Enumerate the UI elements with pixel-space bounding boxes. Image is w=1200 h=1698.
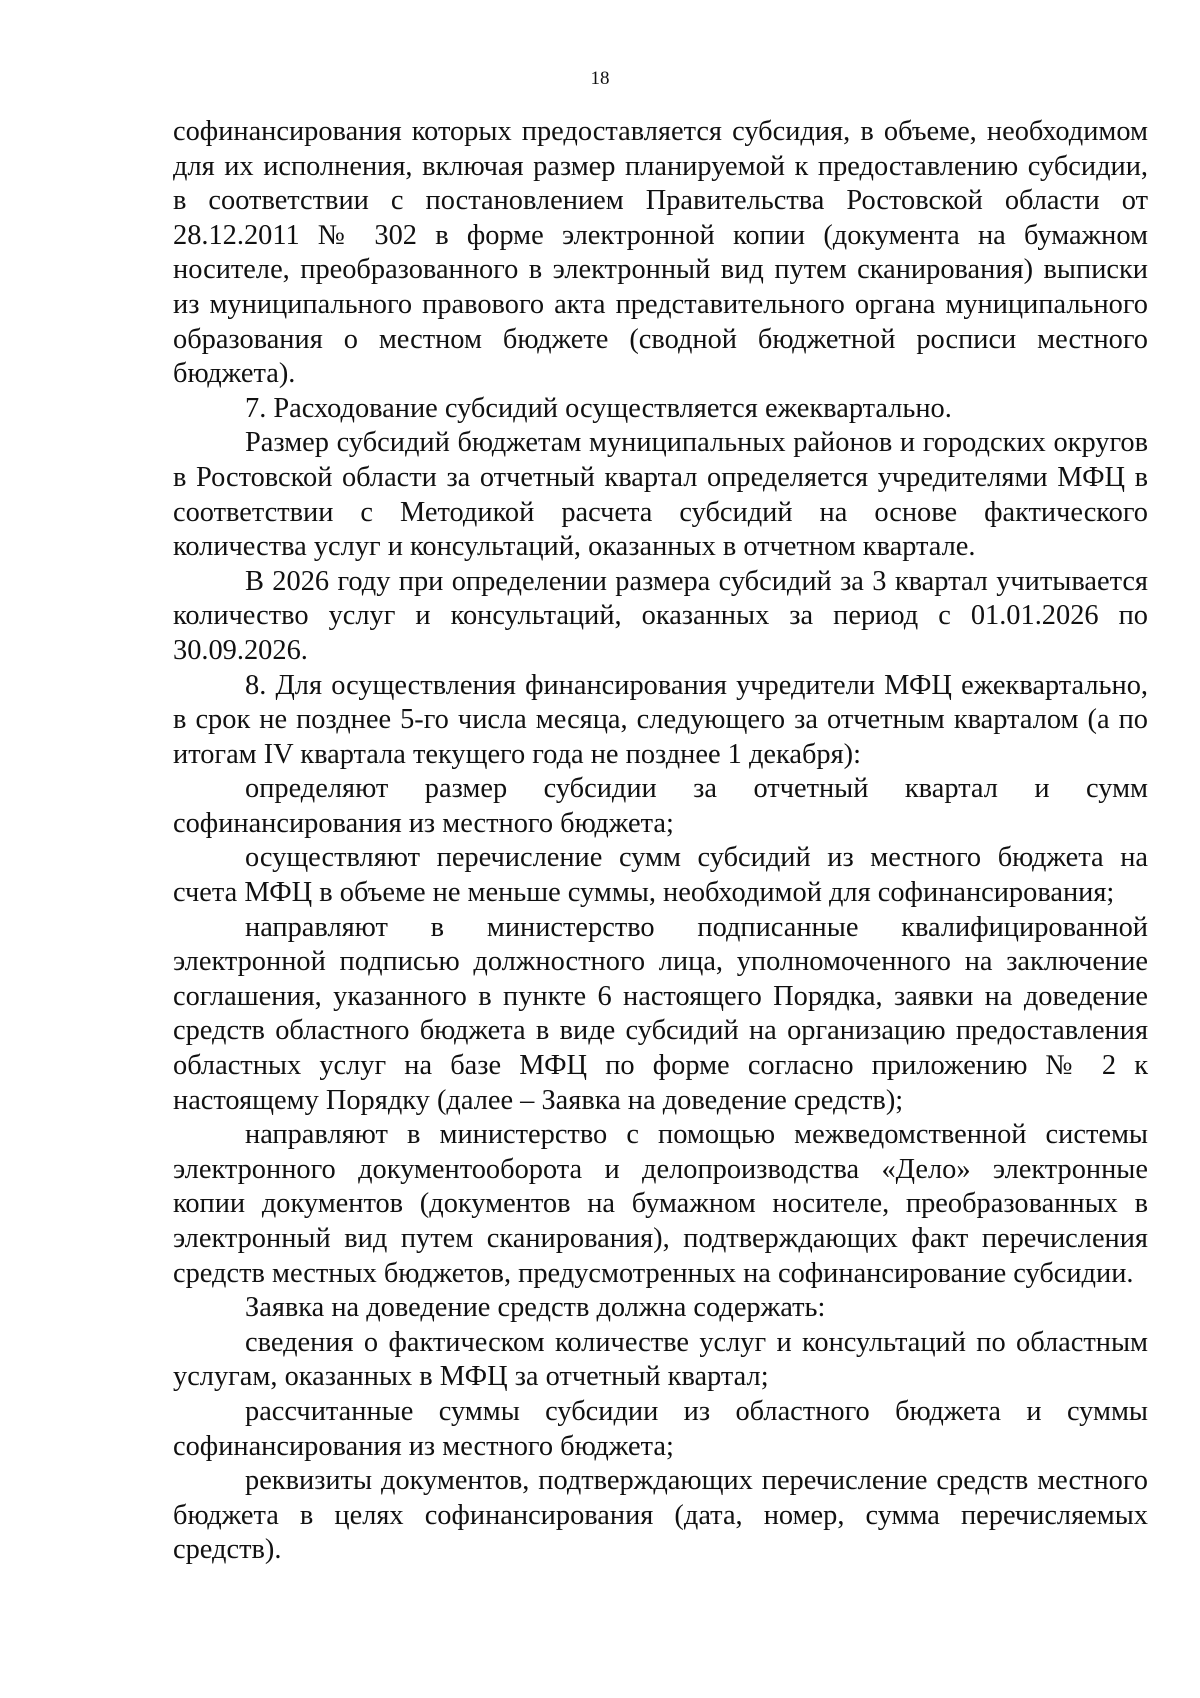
paragraph-year-2026: В 2026 году при определении размера субсидий за 3 квартал учитывается количество услуг и консультаций, оказанных за период с 01.01.2026 по 30.09.2026.: [173, 565, 1148, 666]
paragraph-send-requests: направляют в министерство подписанные квалифицированной электронной подписью должностного лица, уполномоченного на заключение соглашения, указанного в пункте 6 настоящего Порядка, заявки на доведение средств областного бюджета в виде субсидий на организацию предоставления областных услуг на базе МФЦ по форме согласно приложению № 2 к настоящему Порядку (далее – Заявка на доведение средств);: [173, 911, 1148, 1116]
paragraph-continuation: софинансирования которых предоставляется субсидия, в объеме, необходимом для их исполнения, включая размер планируемой к предоставлению субсидии, в соответствии с постановлением Правительства Ростовской области от 28.12.2011 № 302 в форме электронной копии (документа на бумажном носителе, преобразованного в электронный вид путем сканирования) выписки из муниципального правового акта представительного органа муниципального образования о местном бюджете (сводной бюджетной росписи местного бюджета).: [173, 116, 1148, 390]
paragraph-item-8: 8. Для осуществления финансирования учредители МФЦ ежеквартально, в срок не позднее 5-го числа месяца, следующего за отчетным кварталом (а по итогам IV квартала текущего года не позднее 1 декабря):: [173, 669, 1148, 770]
paragraph-calculated-sums: рассчитанные суммы субсидии из областного бюджета и суммы софинансирования из местного бюджета;: [173, 1395, 1148, 1462]
paragraph-document-details: реквизиты документов, подтверждающих перечисление средств местного бюджета в целях софинансирования (дата, номер, сумма перечисляемых средств).: [173, 1465, 1148, 1566]
paragraph-transfer: осуществляют перечисление сумм субсидий из местного бюджета на счета МФЦ в объеме не меньше суммы, необходимой для софинансирования;: [173, 842, 1148, 909]
paragraph-send-copies: направляют в министерство с помощью межведомственной системы электронного документооборота и делопроизводства «Дело» электронные копии документов (документов на бумажном носителе, преобразованных в электронный вид путем сканирования), подтверждающих факт перечисления средств местных бюджетов, предусмотренных на софинансирование субсидии.: [173, 1119, 1148, 1289]
document-body: [173, 115, 1148, 1568]
paragraph-determine: определяют размер субсидии за отчетный квартал и сумм софинансирования из местного бюджета;: [173, 773, 1148, 839]
paragraph-services-info: сведения о фактическом количестве услуг и консультаций по областным услугам, оказанных в МФЦ за отчетный квартал;: [173, 1326, 1148, 1393]
page-number: 18: [590, 68, 610, 89]
paragraph-item-7: 7. Расходование субсидий осуществляется ежеквартально.: [245, 392, 952, 424]
paragraph-subsidy-size: Размер субсидий бюджетам муниципальных районов и городских округов в Ростовской области за отчетный квартал определяется учредителями МФЦ в соответствии с Методикой расчета субсидий на основе фактического количества услуг и консультаций, оказанных в отчетном квартале.: [173, 427, 1148, 563]
paragraph-request-contents: Заявка на доведение средств должна содержать:: [245, 1292, 826, 1324]
